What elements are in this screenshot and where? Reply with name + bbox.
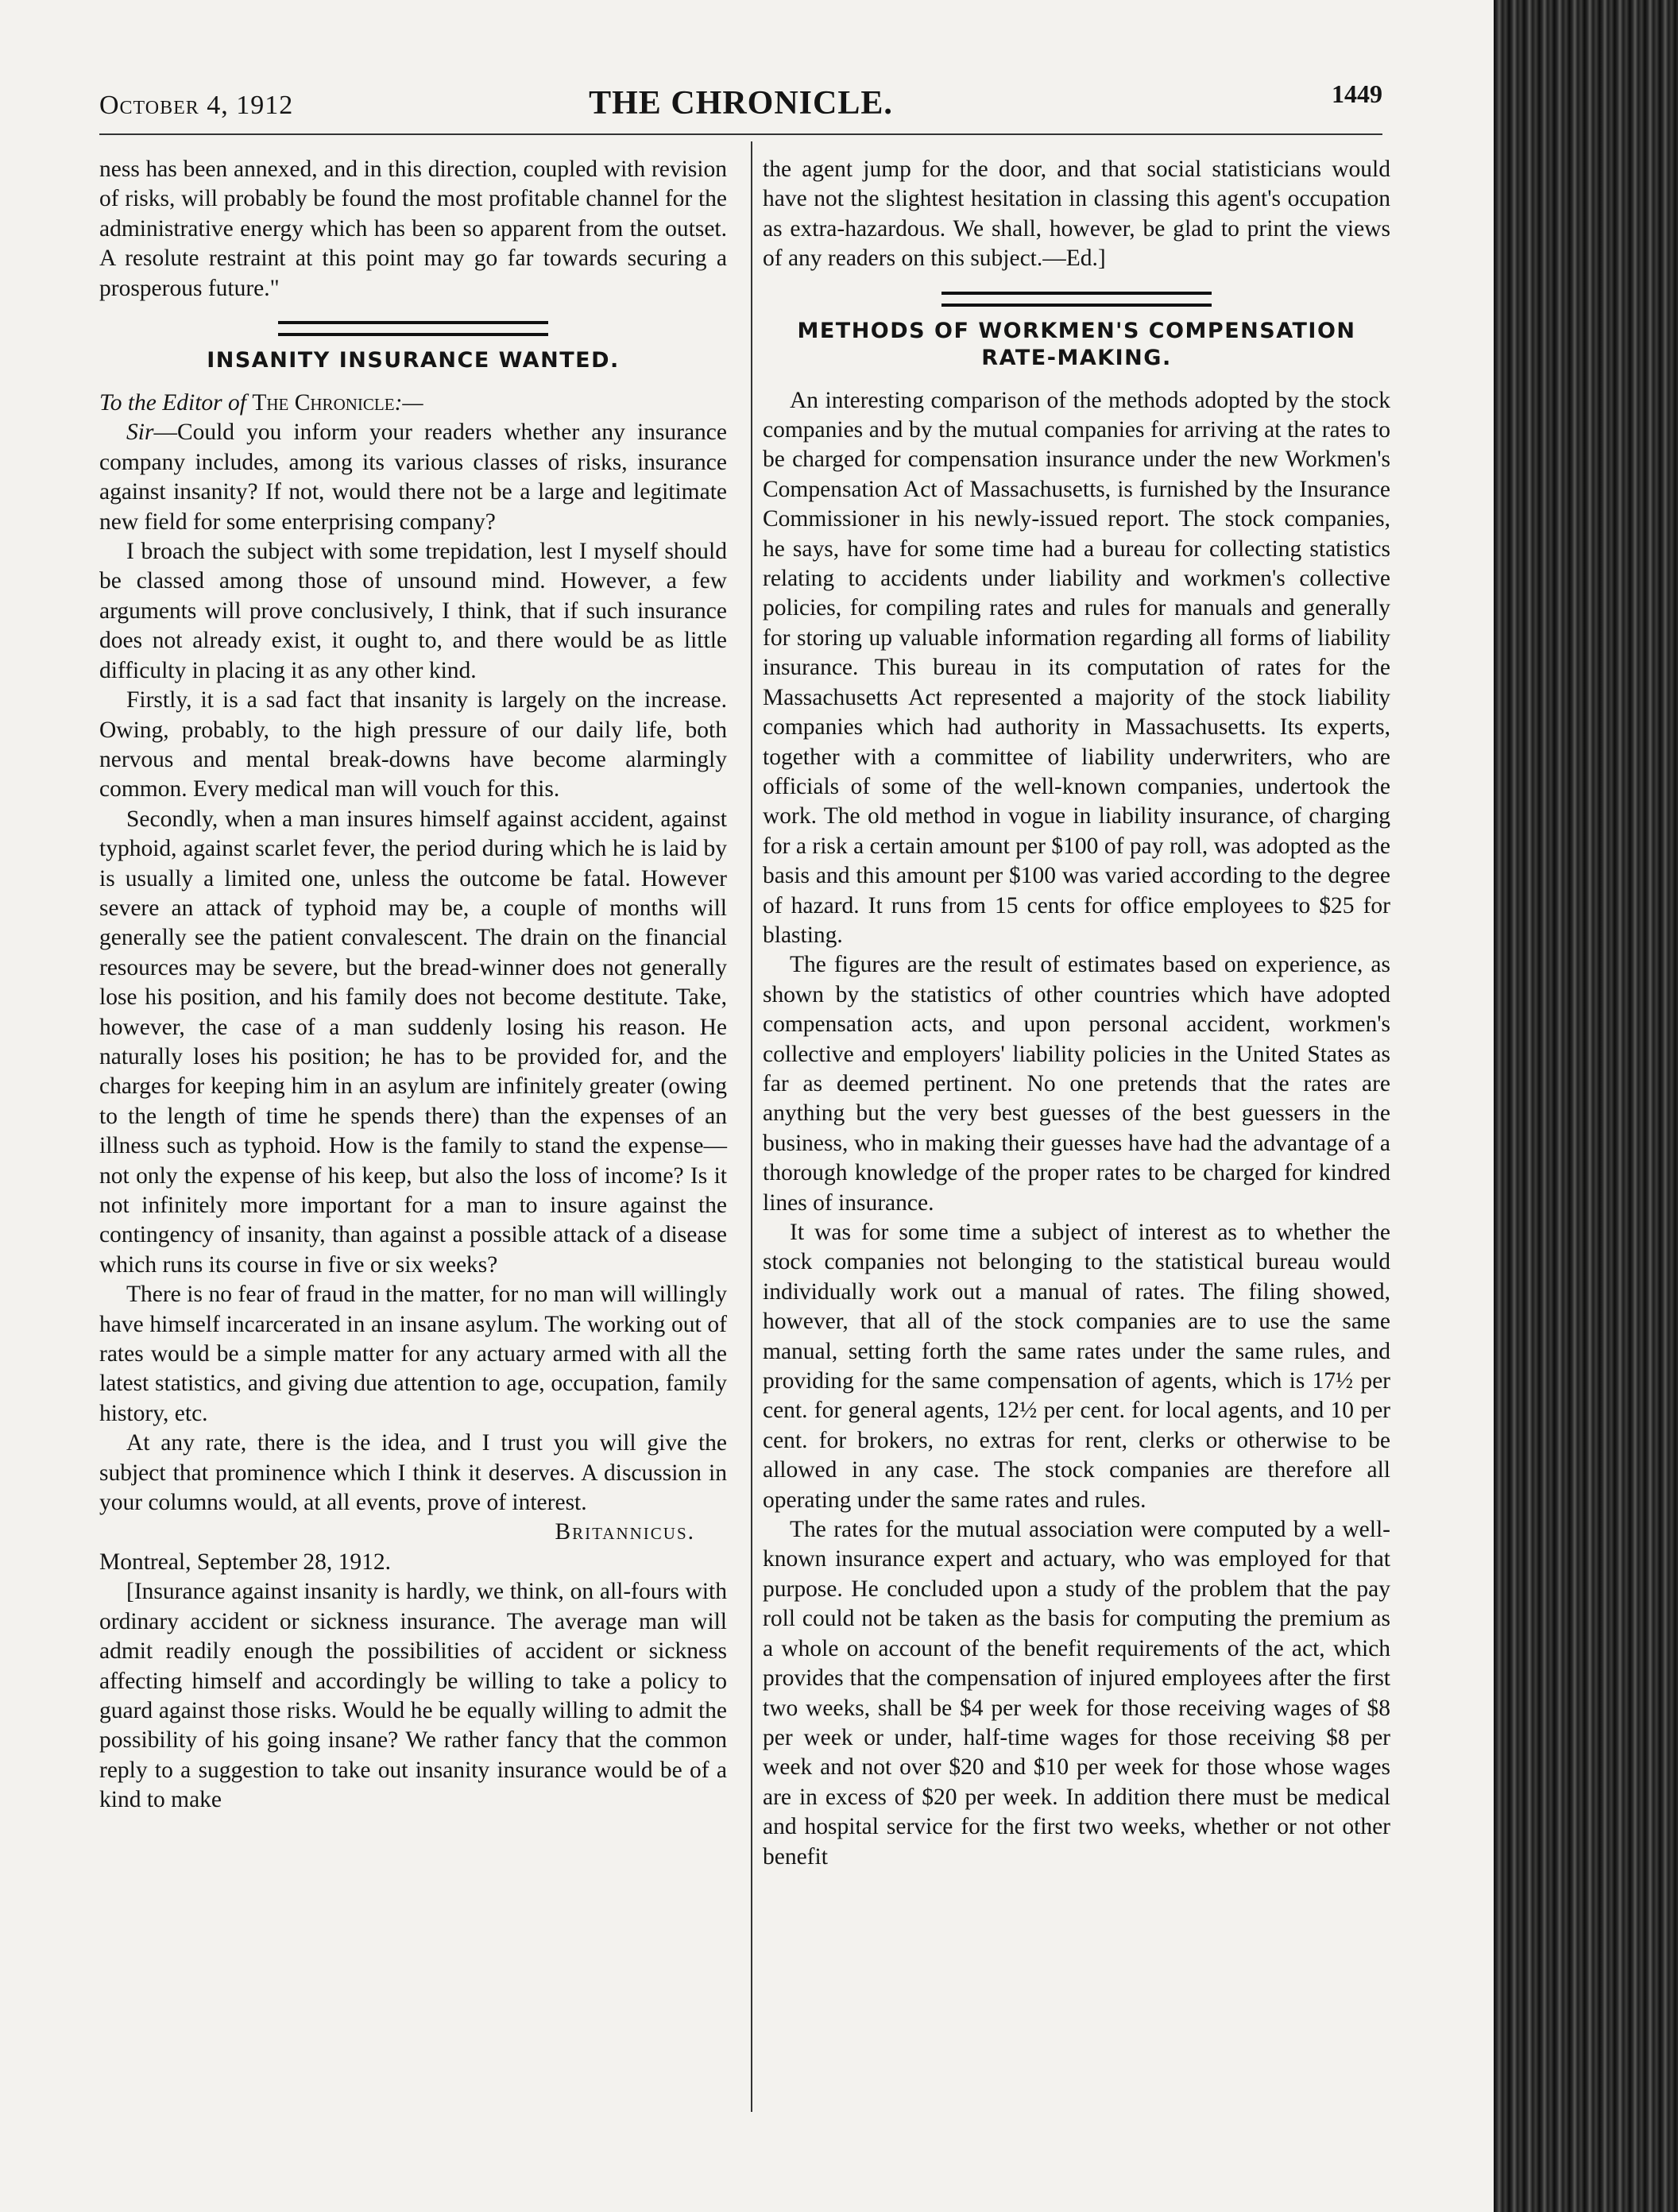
letter-sir: Sir [126, 420, 154, 446]
page-number: 1449 [1332, 79, 1382, 108]
letter-paragraph [99, 418, 727, 537]
running-head [99, 79, 1382, 127]
header-rule [99, 133, 1382, 135]
editor-note-continued: the agent jump for the door, and that social statisticians would have not the slightest hesitation in classing this agent's occupation as extra-hazardous. We shall, however, be glad to print the views of any readers on this subject.—Ed.] [763, 157, 1390, 272]
salutation-name: The Chronicle [252, 390, 395, 416]
column-rule [751, 141, 752, 2112]
binding-edge [1494, 0, 1678, 2212]
letter-paragraph: At any rate, there is the idea, and I trust you will give the subject that prominence which I think it deserves. A discussion in your columns would, at all events, prove of interest. [99, 1430, 727, 1516]
letter-signature: Britannicus. [555, 1519, 695, 1545]
letter-paragraph: Firstly, it is a sad fact that insanity is largely on the increase. Owing, probably, to the high pressure of our daily life, both nervous and mental break-downs have become alarmingly common. Every medical man will vouch for this. [99, 687, 727, 802]
salutation-prefix: To the Editor of [99, 390, 246, 416]
continued-paragraph: ness has been annexed, and in this direction, coupled with revision of risks, will probably be found the most profitable channel for the administrative energy which has been so apparent from the outset. A resolute restraint at this point may go far towards securing a prosperous future." [99, 157, 727, 301]
letter-paragraph: I broach the subject with some trepidation, lest I myself should be classed among those of unsound mind. However, a few arguments will prove conclusively, I think, that if such insurance does not already exist, it ought to, and there would be as little difficulty in placing it as any other kind. [99, 539, 727, 683]
letter-dateline: Montreal, September 28, 1912. [99, 1549, 392, 1575]
letter-paragraph-text: —Could you inform your readers whether any insurance company includes, among its various classes of risks, insurance against insanity? If not, would there not be a large and legitimate new field for some enterprising company? [99, 420, 727, 535]
article-title-workmens-compensation: METHODS OF WORKMEN'S COMPENSATION RATE-MAKING. [797, 318, 1356, 370]
article-paragraph: It was for some time a subject of interest as to whether the stock companies not belonging to the statistical bureau would individually work out a manual of rates. The filing showed, however, that all of the stock companies are to use the same manual, setting forth the same rates under the same rules, and providing for the same compensation of agents, which is 17½ per cent. for general agents, 12½ per cent. for local agents, and 10 per cent. for brokers, no extras for rent, clerks or otherwise to be allowed in any case. The stock companies are therefore all operating under the same rates and rules. [763, 1220, 1390, 1513]
article-paragraph: The rates for the mutual association were computed by a well-known insurance expert and actuary, who was employed for that purpose. He concluded upon a study of the problem that the pay roll could not be taken as the basis for computing the premium as a whole on account of the benefit requirements of the act, which provides that the compensation of injured employees after the first two weeks, shall be $4 per week for those receiving wages of $8 per week or under, half-time wages for those receiving $8 per week and not over $20 and $10 per week for those whose wages are in excess of $20 per week. In addition there must be medical and hospital service for the first two weeks, whether or not other benefit [763, 1517, 1390, 1870]
publication-title: THE CHRONICLE. [589, 85, 893, 122]
right-column [763, 155, 1390, 1872]
editor-note: [Insurance against insanity is hardly, we think, on all-fours with ordinary accident or sickness insurance. The average man will admit readily enough the possibilities of accident or sickness affecting himself and accordingly be willing to take a policy to guard against those risks. Would he be equally willing to admit the possibility of his going insane? We rather fancy that the common reply to a suggestion to take out insanity insurance would be of a kind to make [99, 1579, 727, 1813]
article-title-insanity: INSANITY INSURANCE WANTED. [207, 348, 620, 373]
letter-paragraph: Secondly, when a man insures himself against accident, against typhoid, against scarlet fever, the period during which he is laid by is usually a limited one, unless the outcome be fatal. However severe an attack of typhoid may be, a couple of months will generally see the patient convalescent. The drain on the financial resources may be severe, but the bread-winner does not generally lose his position, and his family does not become destitute. Take, however, the case of a man suddenly losing his reason. He naturally loses his position; he has to be provided for, and the charges for keeping him in an asylum are infinitely greater (owing to the length of time he spends there) than the expenses of an illness such as typhoid. How is the family to stand the expense—not only the expense of his keep, but also the loss of income? Is it not infinitely more important for a man to insure against the contingency of insanity, than against a possible attack of a disease which runs its course in five or six weeks? [99, 806, 727, 1278]
article-paragraph: The figures are the result of estimates based on experience, as shown by the statistics of other countries which have adopted compensation acts, and upon personal accident, workmen's collective and employers' liability policies in the United States as far as deemed pertinent. No one pretends that the rates are anything but the very best guesses of the best guessers in the business, who in making their guesses have had the advantage of a thorough knowledge of the proper rates to be charged for kindred lines of insurance. [763, 952, 1390, 1216]
section-divider [941, 292, 1212, 307]
letter-paragraph: There is no fear of fraud in the matter, for no man will willingly have himself incarcerated in an insane asylum. The working out of rates would be a simple matter for any actuary armed with all the latest statistics, and giving due attention to age, occupation, family history, etc. [99, 1282, 727, 1426]
left-column [99, 155, 727, 1816]
letter-salutation [99, 389, 727, 418]
issue-date: October 4, 1912 [99, 91, 294, 120]
article-paragraph: An interesting comparison of the methods adopted by the stock companies and by the mutual companies for arriving at the rates to be charged for compensation insurance under the new Workmen's Compensation Act of Massachusetts, is furnished by the Insurance Commissioner in his newly-issued report. The stock companies, he says, have for some time had a bureau for collecting statistics relating to accidents under liability and workmen's collective policies, for compiling rates and rules for manuals and generally for storing up valuable information regarding all forms of liability insurance. This bureau in its computation of rates for the Massachusetts Act represented a majority of the stock liability companies which had authority in Massachusetts. Its experts, together with a committee of liability underwriters, who are officials of some of the well-known companies, undertook the work. The old method in vogue in liability insurance, of charging for a risk a certain amount per $100 of pay roll, was adopted as the basis and this amount per $100 was varied according to the degree of hazard. It runs from 15 cents for office employees to $25 for blasting. [763, 387, 1390, 948]
salutation-suffix: :— [394, 390, 423, 416]
section-divider [278, 321, 548, 336]
